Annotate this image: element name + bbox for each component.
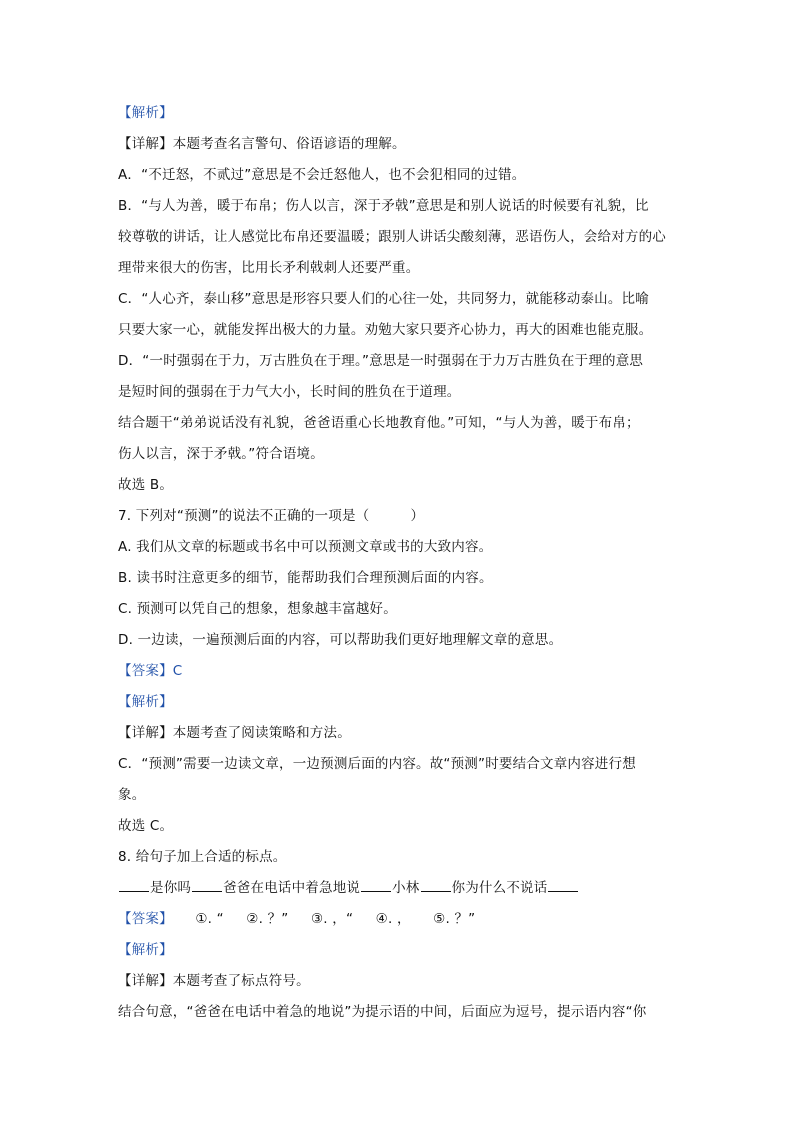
q7-explanation: C．“预测”需要一边读文章，一边预测后面的内容。故“预测”时要结合文章内容进行想 xyxy=(118,756,636,772)
analysis-heading: 【解析】 xyxy=(118,105,173,121)
q8-part: 你为什么不说话 xyxy=(451,880,548,896)
blank-2 xyxy=(192,879,222,892)
option-b-explanation: B．“与人为善，暖于布帛；伤人以言，深于矛戟”意思是和别人说话的时候要有礼貌，比 xyxy=(118,198,649,214)
detail-line: 【详解】本题考查名言警句、俗语谚语的理解。 xyxy=(118,136,406,152)
q7-option-c: C. 预测可以凭自己的想象，想象越丰富越好。 xyxy=(118,601,397,617)
option-c-explanation: C．“人心齐，泰山移”意思是形容只要人们的心往一处，共同努力，就能移动泰山。比喻 xyxy=(118,291,649,307)
q7-option-b: B. 读书时注意更多的细节，能帮助我们合理预测后面的内容。 xyxy=(118,570,493,586)
q8-part: 是你吗 xyxy=(150,880,192,896)
answer-item-5: ⑤. ？” xyxy=(433,911,476,927)
conclusion-line: 结合题干“弟弟说话没有礼貌，爸爸语重心长地教育他。”可知，“与人为善，暖于布帛； xyxy=(118,415,640,431)
question-8: 8. 给句子加上合适的标点。 xyxy=(118,849,287,865)
choice-line: 故选 B。 xyxy=(118,477,174,493)
q7-explanation-cont: 象。 xyxy=(118,787,146,803)
q8-answer-label: 【答案】 xyxy=(118,911,173,927)
q8-part: 爸爸在电话中着急地说 xyxy=(223,880,361,896)
option-a-explanation: A．“不迁怒，不贰过”意思是不会迁怒他人，也不会犯相同的过错。 xyxy=(118,167,526,183)
q8-part: 小林 xyxy=(392,880,420,896)
blank-5 xyxy=(548,879,578,892)
option-b-explanation-cont: 理带来很大的伤害，比用长矛利戟刺人还要严重。 xyxy=(118,260,420,276)
q8-analysis-heading: 【解析】 xyxy=(118,942,173,958)
q8-answer xyxy=(118,910,682,928)
q7-analysis-heading: 【解析】 xyxy=(118,694,173,710)
q7-choice: 故选 C。 xyxy=(118,818,174,834)
conclusion-line-cont: 伤人以言，深于矛戟。”符合语境。 xyxy=(118,446,324,462)
option-c-explanation-cont: 只要大家一心，就能发挥出极大的力量。劝勉大家只要齐心协力，再大的困难也能克服。 xyxy=(118,322,653,338)
blank-3 xyxy=(361,879,391,892)
q8-sentence xyxy=(118,879,682,897)
answer-item-4: ④. ， xyxy=(375,911,411,927)
q8-detail: 【详解】本题考查了标点符号。 xyxy=(118,973,310,989)
answer-item-3: ③. ，“ xyxy=(310,911,354,927)
answer-item-2: ②. ？” xyxy=(246,911,289,927)
q7-detail: 【详解】本题考查了阅读策略和方法。 xyxy=(118,725,351,741)
q7-option-d: D. 一边读，一遍预测后面的内容，可以帮助我们更好地理解文章的意思。 xyxy=(118,632,563,648)
answer-item-1: ①. “ xyxy=(195,911,224,927)
q8-explanation: 结合句意，“爸爸在电话中着急的地说”为提示语的中间，后面应为逗号，提示语内容“你 xyxy=(118,1004,647,1020)
option-d-explanation-cont: 是短时间的强弱在于力气大小，长时间的胜负在于道理。 xyxy=(118,384,461,400)
option-d-explanation: D．“一时强弱在于力，万古胜负在于理。”意思是一时强弱在于力万古胜负在于理的意思 xyxy=(118,353,644,369)
blank-4 xyxy=(421,879,451,892)
question-7: 7. 下列对“预测”的说法不正确的一项是（ ） xyxy=(118,508,425,524)
blank-1 xyxy=(119,879,149,892)
q7-option-a: A. 我们从文章的标题或书名中可以预测文章或书的大致内容。 xyxy=(118,539,493,555)
option-b-explanation-cont: 较尊敬的讲话，让人感觉比布帛还要温暖；跟别人讲话尖酸刻薄，恶语伤人，会给对方的心 xyxy=(118,229,666,245)
q7-answer: 【答案】C xyxy=(118,663,183,679)
